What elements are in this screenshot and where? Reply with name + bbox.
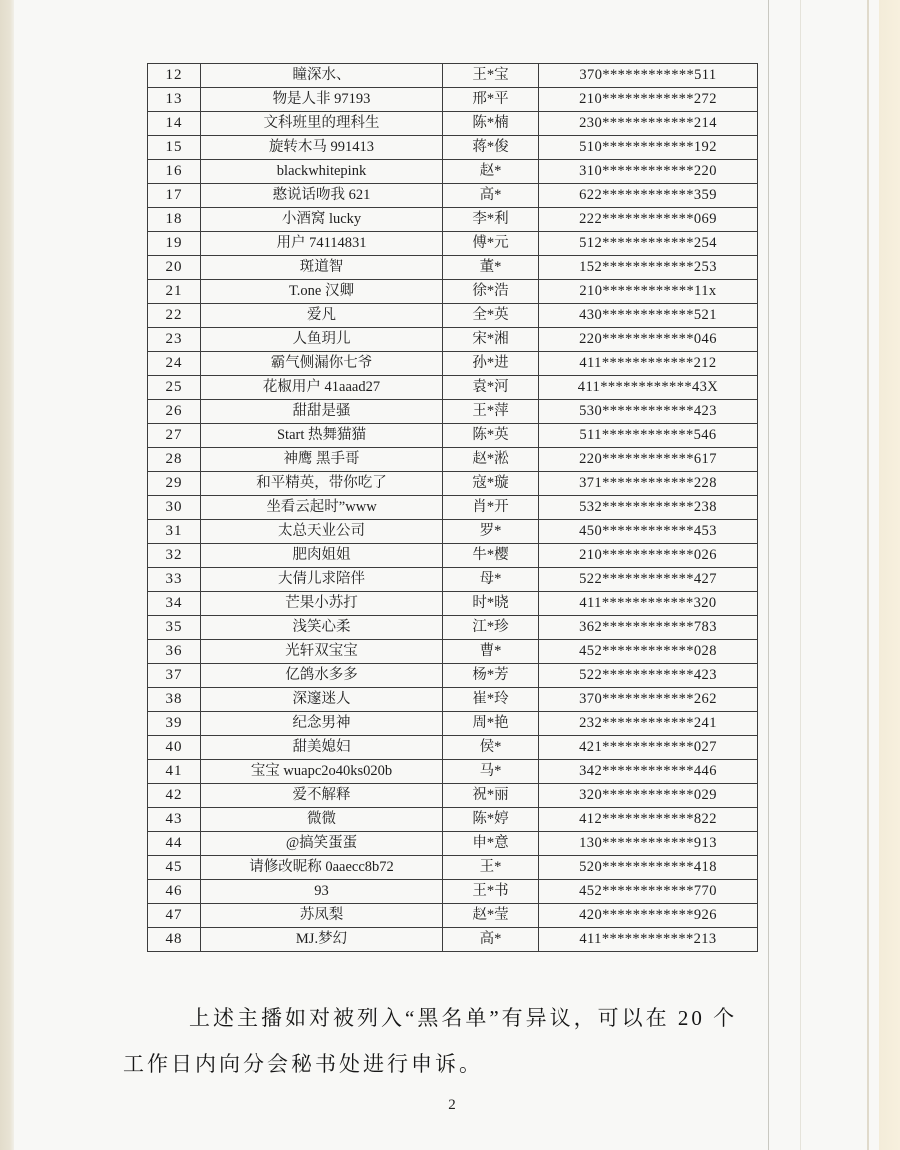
id-cell: 522************427 [539, 568, 758, 592]
id-cell: 370************511 [539, 64, 758, 88]
id-cell: 370************262 [539, 688, 758, 712]
row-number-cell: 19 [148, 232, 201, 256]
table-row [148, 520, 758, 544]
row-number-cell: 30 [148, 496, 201, 520]
row-number-cell: 38 [148, 688, 201, 712]
name-cell: 徐*浩 [443, 280, 539, 304]
table-row [148, 352, 758, 376]
row-number-cell: 28 [148, 448, 201, 472]
name-cell: 曹* [443, 640, 539, 664]
nickname-cell: 霸气侧漏你七爷 [201, 352, 443, 376]
id-cell: 510************192 [539, 136, 758, 160]
nickname-cell: 用户 74114831 [201, 232, 443, 256]
nickname-cell: T.one 汉卿 [201, 280, 443, 304]
id-cell: 152************253 [539, 256, 758, 280]
nickname-cell: 神鹰 黑手哥 [201, 448, 443, 472]
name-cell: 王*萍 [443, 400, 539, 424]
table-row [148, 496, 758, 520]
name-cell: 李*利 [443, 208, 539, 232]
name-cell: 陈*婷 [443, 808, 539, 832]
table-row [148, 424, 758, 448]
nickname-cell: 小酒窝 lucky [201, 208, 443, 232]
id-cell: 222************069 [539, 208, 758, 232]
row-number-cell: 31 [148, 520, 201, 544]
id-cell: 342************446 [539, 760, 758, 784]
nickname-cell: 甜甜是骚 [201, 400, 443, 424]
table-row [148, 376, 758, 400]
id-cell: 421************027 [539, 736, 758, 760]
row-number-cell: 41 [148, 760, 201, 784]
nickname-cell: 纪念男神 [201, 712, 443, 736]
page-edge-line [768, 0, 769, 1150]
scanner-right-strip [879, 0, 900, 1150]
row-number-cell: 26 [148, 400, 201, 424]
nickname-cell: 文科班里的理科生 [201, 112, 443, 136]
id-cell: 371************228 [539, 472, 758, 496]
table-row [148, 280, 758, 304]
nickname-cell: 憨说话吻我 621 [201, 184, 443, 208]
row-number-cell: 45 [148, 856, 201, 880]
id-cell: 412************822 [539, 808, 758, 832]
id-cell: 411************212 [539, 352, 758, 376]
table-row [148, 160, 758, 184]
row-number-cell: 29 [148, 472, 201, 496]
id-cell: 512************254 [539, 232, 758, 256]
nickname-cell: 坐看云起时”www [201, 496, 443, 520]
table-row [148, 736, 758, 760]
name-cell: 江*珍 [443, 616, 539, 640]
row-number-cell: 25 [148, 376, 201, 400]
name-cell: 寇*璇 [443, 472, 539, 496]
table-row [148, 880, 758, 904]
row-number-cell: 14 [148, 112, 201, 136]
row-number-cell: 47 [148, 904, 201, 928]
name-cell: 罗* [443, 520, 539, 544]
row-number-cell: 13 [148, 88, 201, 112]
row-number-cell: 35 [148, 616, 201, 640]
row-number-cell: 20 [148, 256, 201, 280]
table-row [148, 472, 758, 496]
table-row [148, 448, 758, 472]
row-number-cell: 32 [148, 544, 201, 568]
id-cell: 210************272 [539, 88, 758, 112]
id-cell: 230************214 [539, 112, 758, 136]
table-row [148, 328, 758, 352]
table-row [148, 784, 758, 808]
name-cell: 崔*玲 [443, 688, 539, 712]
id-cell: 310************220 [539, 160, 758, 184]
nickname-cell: 爱凡 [201, 304, 443, 328]
id-cell: 220************617 [539, 448, 758, 472]
page-edge-line [867, 0, 869, 1150]
table-row [148, 832, 758, 856]
nickname-cell: 太总天业公司 [201, 520, 443, 544]
id-cell: 411************43X [539, 376, 758, 400]
table-row [148, 304, 758, 328]
name-cell: 傅*元 [443, 232, 539, 256]
name-cell: 王* [443, 856, 539, 880]
page-number: 2 [448, 1097, 456, 1113]
table-row [148, 112, 758, 136]
row-number-cell: 24 [148, 352, 201, 376]
nickname-cell: 斑道智 [201, 256, 443, 280]
nickname-cell: 浅笑心柔 [201, 616, 443, 640]
row-number-cell: 16 [148, 160, 201, 184]
name-cell: 王*书 [443, 880, 539, 904]
nickname-cell: 瞳深水、 [201, 64, 443, 88]
page-edge-line [800, 0, 801, 1150]
nickname-cell: 花椒用户 41aaad27 [201, 376, 443, 400]
row-number-cell: 22 [148, 304, 201, 328]
nickname-cell: 深邃迷人 [201, 688, 443, 712]
id-cell: 320************029 [539, 784, 758, 808]
nickname-cell: blackwhitepink [201, 160, 443, 184]
appeal-paragraph [123, 995, 783, 1087]
table-row [148, 856, 758, 880]
id-cell: 210************026 [539, 544, 758, 568]
name-cell: 申*意 [443, 832, 539, 856]
name-cell: 高* [443, 184, 539, 208]
row-number-cell: 48 [148, 928, 201, 952]
blacklist-table [147, 63, 758, 952]
row-number-cell: 37 [148, 664, 201, 688]
id-cell: 522************423 [539, 664, 758, 688]
name-cell: 董* [443, 256, 539, 280]
name-cell: 邢*平 [443, 88, 539, 112]
table-row [148, 616, 758, 640]
row-number-cell: 44 [148, 832, 201, 856]
nickname-cell: 芒果小苏打 [201, 592, 443, 616]
nickname-cell: 甜美媳妇 [201, 736, 443, 760]
id-cell: 210************11x [539, 280, 758, 304]
table-row [148, 712, 758, 736]
row-number-cell: 43 [148, 808, 201, 832]
nickname-cell: 宝宝 wuapc2o40ks020b [201, 760, 443, 784]
id-cell: 452************028 [539, 640, 758, 664]
id-cell: 362************783 [539, 616, 758, 640]
row-number-cell: 23 [148, 328, 201, 352]
table-row [148, 184, 758, 208]
row-number-cell: 39 [148, 712, 201, 736]
appeal-line-1: 上述主播如对被列入“黑名单”有异议，可以在 20 个 [189, 1006, 738, 1030]
name-cell: 赵* [443, 160, 539, 184]
nickname-cell: 大倩儿求陪伴 [201, 568, 443, 592]
table-row [148, 64, 758, 88]
table-row [148, 88, 758, 112]
nickname-cell: MJ.梦幻 [201, 928, 443, 952]
row-number-cell: 46 [148, 880, 201, 904]
row-number-cell: 15 [148, 136, 201, 160]
id-cell: 411************213 [539, 928, 758, 952]
table-row [148, 640, 758, 664]
nickname-cell: 93 [201, 880, 443, 904]
table-row [148, 544, 758, 568]
name-cell: 赵*淞 [443, 448, 539, 472]
name-cell: 袁*河 [443, 376, 539, 400]
nickname-cell: 光轩双宝宝 [201, 640, 443, 664]
scanner-left-strip [0, 0, 14, 1150]
table-row [148, 208, 758, 232]
id-cell: 430************521 [539, 304, 758, 328]
nickname-cell: Start 热舞猫猫 [201, 424, 443, 448]
table-row [148, 568, 758, 592]
name-cell: 陈*楠 [443, 112, 539, 136]
id-cell: 511************546 [539, 424, 758, 448]
name-cell: 时*晓 [443, 592, 539, 616]
row-number-cell: 33 [148, 568, 201, 592]
name-cell: 王*宝 [443, 64, 539, 88]
table-row [148, 256, 758, 280]
name-cell: 赵*莹 [443, 904, 539, 928]
nickname-cell: 肥肉姐姐 [201, 544, 443, 568]
nickname-cell: 爱不解释 [201, 784, 443, 808]
row-number-cell: 18 [148, 208, 201, 232]
row-number-cell: 27 [148, 424, 201, 448]
row-number-cell: 12 [148, 64, 201, 88]
nickname-cell: 和平精英，带你吃了 [201, 472, 443, 496]
row-number-cell: 21 [148, 280, 201, 304]
table-row [148, 928, 758, 952]
name-cell: 母* [443, 568, 539, 592]
name-cell: 孙*进 [443, 352, 539, 376]
appeal-line-2: 工作日内向分会秘书处进行申诉。 [123, 1052, 483, 1076]
table-row [148, 592, 758, 616]
nickname-cell: 旋转木马 991413 [201, 136, 443, 160]
table-row [148, 136, 758, 160]
row-number-cell: 36 [148, 640, 201, 664]
nickname-cell: 人鱼玥儿 [201, 328, 443, 352]
id-cell: 420************926 [539, 904, 758, 928]
id-cell: 622************359 [539, 184, 758, 208]
table-row [148, 808, 758, 832]
name-cell: 侯* [443, 736, 539, 760]
row-number-cell: 34 [148, 592, 201, 616]
nickname-cell: @搞笑蛋蛋 [201, 832, 443, 856]
id-cell: 411************320 [539, 592, 758, 616]
table-row [148, 904, 758, 928]
row-number-cell: 40 [148, 736, 201, 760]
id-cell: 530************423 [539, 400, 758, 424]
name-cell: 马* [443, 760, 539, 784]
nickname-cell: 物是人非 97193 [201, 88, 443, 112]
table-row [148, 664, 758, 688]
id-cell: 220************046 [539, 328, 758, 352]
id-cell: 130************913 [539, 832, 758, 856]
id-cell: 232************241 [539, 712, 758, 736]
id-cell: 532************238 [539, 496, 758, 520]
name-cell: 杨*芳 [443, 664, 539, 688]
name-cell: 周*艳 [443, 712, 539, 736]
name-cell: 高* [443, 928, 539, 952]
id-cell: 520************418 [539, 856, 758, 880]
name-cell: 牛*樱 [443, 544, 539, 568]
name-cell: 肖*开 [443, 496, 539, 520]
name-cell: 陈*英 [443, 424, 539, 448]
name-cell: 蒋*俊 [443, 136, 539, 160]
row-number-cell: 42 [148, 784, 201, 808]
table-row [148, 232, 758, 256]
name-cell: 全*英 [443, 304, 539, 328]
nickname-cell: 微微 [201, 808, 443, 832]
row-number-cell: 17 [148, 184, 201, 208]
nickname-cell: 请修改昵称 0aaecc8b72 [201, 856, 443, 880]
table-row [148, 400, 758, 424]
nickname-cell: 苏凤梨 [201, 904, 443, 928]
id-cell: 450************453 [539, 520, 758, 544]
id-cell: 452************770 [539, 880, 758, 904]
table-row [148, 688, 758, 712]
nickname-cell: 亿鸽水多多 [201, 664, 443, 688]
table-row [148, 760, 758, 784]
name-cell: 宋*湘 [443, 328, 539, 352]
name-cell: 祝*丽 [443, 784, 539, 808]
